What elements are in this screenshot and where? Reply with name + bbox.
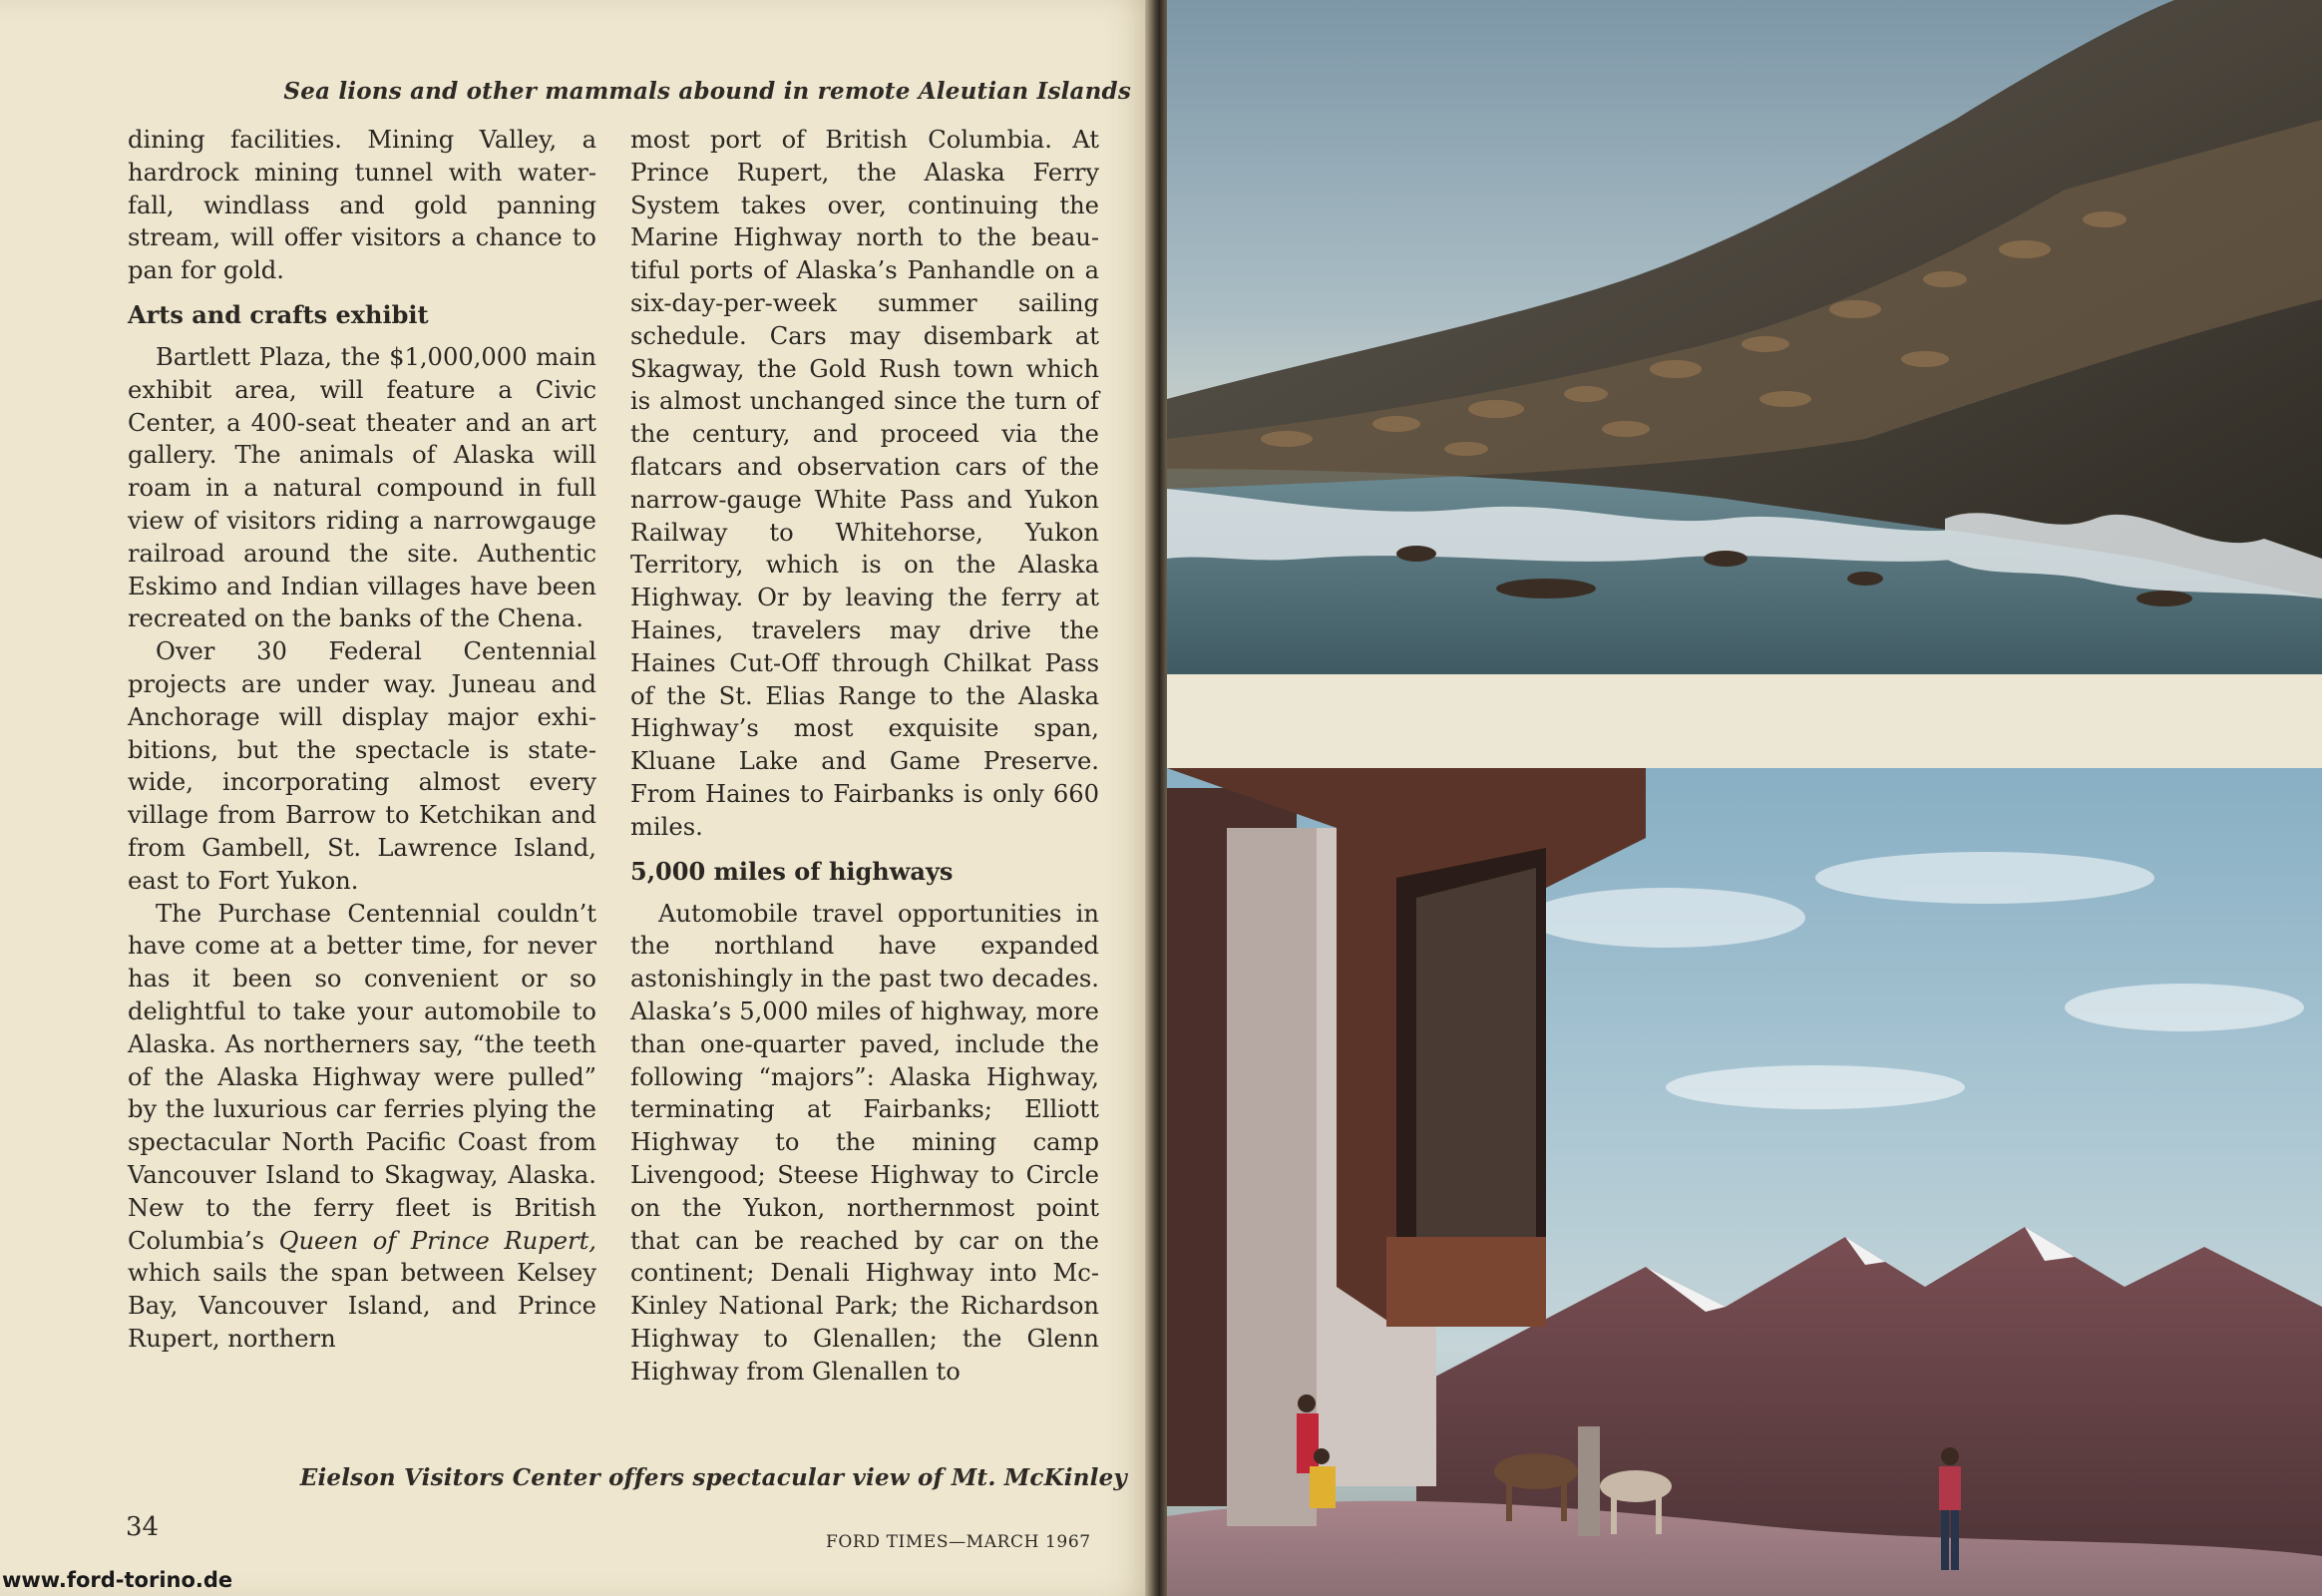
section-heading-arts: Arts and crafts exhibit bbox=[128, 299, 429, 329]
paragraph-text: which sails the span between Kelsey Bay, Vancouver Island, and Prince Rupert, northern bbox=[128, 1259, 596, 1353]
paragraph: Automobile travel opportunities in the northland have expanded astonishingly in the past two decades. Alaska’s 5,000 miles of highway, more than one-quarter paved, include the following “majors”: Alaska Highway, terminating at Fairbanks; Elliott Highway to the mining camp Livengood; Steese Highway to Circle on the Yukon, northernmost point that can be reached by car on the continent; Denali Highway into McKinley National Park; the Richardson Highway to Glenallen; the Glenn Highway from Glenallen to bbox=[630, 899, 1099, 1386]
ship-name: Queen of Prince Rupert, bbox=[278, 1226, 596, 1255]
paragraph: Over 30 Federal Centennial projects are under way. Juneau and Anchorage will display major exhibitions, but the spectacle is statewide, incorporating almost every village from Barrow to Ketchikan and from Gambell, St. Lawrence Island, east to Fort Yukon. bbox=[128, 637, 596, 895]
section-heading-highways: 5,000 miles of highways bbox=[630, 856, 954, 886]
visitors-center-photo bbox=[1167, 768, 2322, 1596]
photo-caption-top: Sea lions and other mammals abound in remote Aleutian Islands bbox=[283, 78, 1131, 105]
watermark: www.ford-torino.de bbox=[2, 1568, 233, 1592]
paragraph: Bartlett Plaza, the $1,000,000 main exhibit area, will feature a Civic Center, a 400-seat theater and an art gallery. The animals of Alaska will roam in a natural compound in full view of visitors riding a narrowgauge railroad around the site. Authentic Eskimo and Indian villages have been recreated on the banks of the Chena. bbox=[128, 342, 596, 633]
text-column-right bbox=[630, 124, 1099, 1388]
paragraph-text: The Purchase Centennial couldn’t have come at a better time, for never has it been so convenient or so delightful to take your automobile to Alaska. As northerners say, “the teeth of the Alaska Highway were pulled” by the luxurious car ferries plying the spectacular North Pacific Coast from Vancouver Island to Skagway, Alaska. New to the ferry fleet is British Columbia’s bbox=[128, 899, 596, 1255]
paragraph: most port of British Columbia. At Prince Rupert, the Alaska Ferry System takes over, continuing the Marine Highway north to the beautiful ports of Alaska’s Panhandle on a six-day-per-week summer sailing schedule. Cars may disembark at Skagway, the Gold Rush town which is almost unchanged since the turn of the century, and proceed via the flatcars and observation cars of the narrow-gauge White Pass and Yukon Railway to Whitehorse, Yukon Territory, which is on the Alaska Highway. Or by leaving the ferry at Haines, travelers may drive the Haines Cut-Off through Chilkat Pass of the St. Elias Range to the Alaska Highway’s most exquisite span, Kluane Lake and Game Preserve. From Haines to Fairbanks is only 660 miles. bbox=[630, 126, 1099, 841]
text-page bbox=[0, 0, 1157, 1596]
paragraph: dining facilities. Mining Valley, a hardrock mining tunnel with waterfall, windlass and gold panning stream, will offer visitors a chance to pan for gold. bbox=[128, 126, 596, 285]
page-number: 34 bbox=[126, 1512, 160, 1542]
magazine-footer: FORD TIMES—MARCH 1967 bbox=[826, 1532, 1091, 1552]
photo-page bbox=[1167, 0, 2322, 1596]
photo-caption-bottom: Eielson Visitors Center offers spectacular view of Mt. McKinley bbox=[299, 1464, 1127, 1491]
paragraph bbox=[128, 898, 596, 1356]
sea-lions-photo bbox=[1167, 0, 2322, 674]
text-column-left bbox=[128, 124, 596, 1356]
